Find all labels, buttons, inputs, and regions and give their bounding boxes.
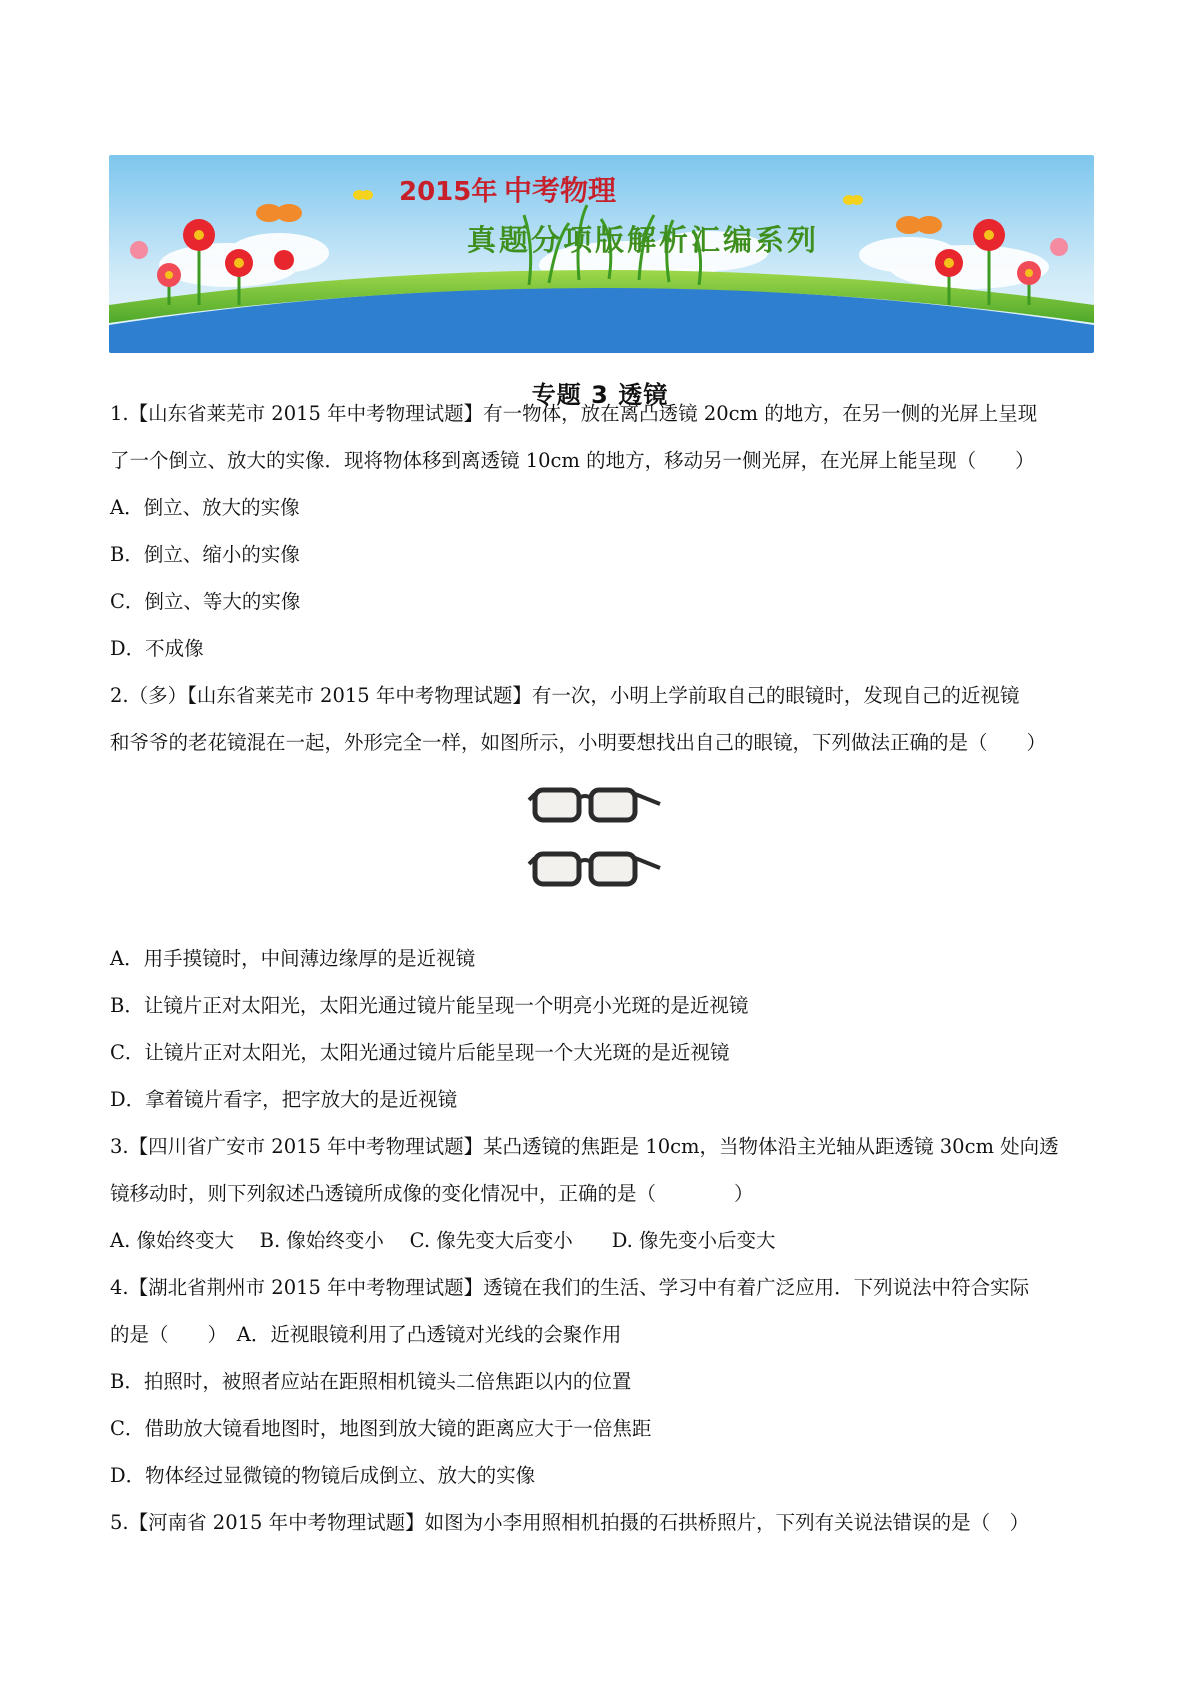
q4-stem-line1: 4.【湖北省荆州市 2015 年中考物理试题】透镜在我们的生活、学习中有着广泛应用．下列说法中符合实际: [110, 1276, 1030, 1299]
q2-stem-line2: 和爷爷的老花镜混在一起，外形完全一样，如图所示，小明要想找出自己的眼镜，下列做法正确的是（ ）: [110, 731, 1047, 754]
q1-option-d: D．不成像: [110, 637, 204, 660]
q1-option-b: B．倒立、缩小的实像: [110, 543, 300, 566]
banner-series-title: 真题分项版解析汇编系列: [467, 223, 820, 257]
q2-option-a: A．用手摸镜时，中间薄边缘厚的是近视镜: [110, 947, 476, 970]
q2-option-b: B．让镜片正对太阳光，太阳光通过镜片能呈现一个明亮小光斑的是近视镜: [110, 994, 749, 1017]
q5-stem-line1: 5.【河南省 2015 年中考物理试题】如图为小李用照相机拍摄的石拱桥照片，下列有关说法错误的是（ ）: [110, 1511, 1030, 1534]
q2-option-c: C．让镜片正对太阳光，太阳光通过镜片后能呈现一个大光斑的是近视镜: [110, 1041, 730, 1064]
q1-stem-line2: 了一个倒立、放大的实像．现将物体移到离透镜 10cm 的地方，移动另一侧光屏，在光屏上能呈现（ ）: [110, 449, 1035, 472]
glasses-icon: [527, 778, 662, 832]
q4-option-c: C．借助放大镜看地图时，地图到放大镜的距离应大于一倍焦距: [110, 1417, 652, 1440]
q3-options: A. 像始终变大 B. 像始终变小 C. 像先变大后变小 D. 像先变小后变大: [110, 1229, 776, 1252]
q2-option-d: D．拿着镜片看字，把字放大的是近视镜: [110, 1088, 458, 1111]
q1-stem-line1: 1.【山东省莱芜市 2015 年中考物理试题】有一物体，放在离凸透镜 20cm 的地方，在另一侧的光屏上呈现: [110, 402, 1038, 425]
banner-illustration: [109, 155, 1094, 353]
q4-stem-line2: 的是（ ） A．近视眼镜利用了凸透镜对光线的会聚作用: [110, 1323, 622, 1346]
q4-option-b: B．拍照时，被照者应站在距照相机镜头二倍焦距以内的位置: [110, 1370, 632, 1393]
banner-year-title: 2015年: [399, 177, 498, 207]
q1-option-c: C．倒立、等大的实像: [110, 590, 301, 613]
q3-stem-line1: 3.【四川省广安市 2015 年中考物理试题】某凸透镜的焦距是 10cm，当物体沿主光轴从距透镜 30cm 处向透: [110, 1135, 1059, 1158]
glasses-icon: [527, 842, 662, 896]
header-banner: [109, 155, 1094, 353]
q4-option-d: D．物体经过显微镜的物镜后成倒立、放大的实像: [110, 1464, 536, 1487]
topic-title: 专题 3 透镜: [531, 381, 669, 409]
banner-subject-title: 中考物理: [504, 174, 617, 207]
q1-option-a: A．倒立、放大的实像: [110, 496, 300, 519]
q3-stem-line2: 镜移动时，则下列叙述凸透镜所成像的变化情况中，正确的是（ ）: [110, 1182, 754, 1205]
q2-stem-line1: 2.（多）【山东省莱芜市 2015 年中考物理试题】有一次，小明上学前取自己的眼镜时，发现自己的近视镜: [110, 684, 1020, 707]
